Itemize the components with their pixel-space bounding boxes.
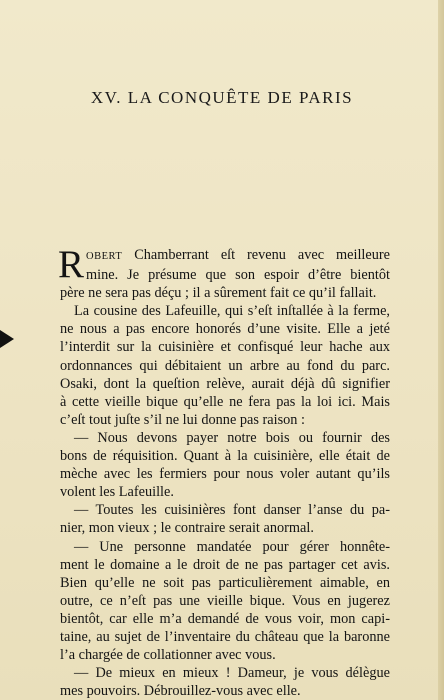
text-line-rest: Chamberrant eſt revenu avec meilleure [122, 247, 390, 263]
text-line: à cette vieille bique qu’elle ne fera pas la loi ici. Mais [60, 393, 390, 410]
text-line: bons de réquisition. Quant à la cuisinière, elle était de [60, 448, 390, 465]
text-line: Osaki, dont la queſtion relève, aurait déjà dû signifier [60, 375, 390, 392]
text-line: nier, mon vieux ; le contraire serait anormal. [60, 520, 314, 537]
drop-cap: R [58, 243, 85, 286]
page-marker-arrow [0, 330, 14, 348]
text-line: mes pouvoirs. Débrouillez-vous avec elle. [60, 683, 301, 700]
text-line: l’a chargée de collationner avec vous. [60, 647, 276, 664]
text-line: l’interdit sur la cuisinière et confisqué leur hache aux [60, 339, 390, 356]
text-line: mèche avec les fermiers pour nous voler autant qu’ils [60, 466, 390, 483]
text-line: père ne sera pas déçu ; il a sûrement fait ce qu’il fallait. [60, 285, 377, 302]
text-line: — Toutes les cuisinières font danser l’anse du pa- [74, 502, 390, 519]
text-line: taine, au sujet de l’inventaire du château que la baronne [60, 628, 390, 645]
text-line: bientôt, car elle m’a demandé de vous voir, mon capi- [60, 610, 390, 627]
small-caps-word: OBERT [86, 251, 123, 262]
text-line [60, 246, 390, 266]
text-line: ment le domaine a le droit de ne pas partager cet avis. [60, 556, 390, 573]
text-line: ne nous a pas encore honorés d’une visite. Elle a jeté [60, 321, 390, 338]
body-text [58, 243, 390, 700]
text-line: Bien qu’elle ne soit pas particulièrement aimable, en [60, 574, 390, 591]
text-line: mine. Je présume que son espoir d’être bientôt [86, 267, 390, 284]
text-line: volent les Lafeuille. [60, 484, 174, 501]
text-line: ordonnances qui débitaient un arbre au fond du parc. [60, 357, 390, 374]
text-line: — Une personne mandatée pour gérer honnête- [74, 538, 390, 555]
text-line: c’eſt tout juſte s’il ne lui donne pas raison : [60, 411, 305, 428]
chapter-title: XV. LA CONQUÊTE DE PARIS [90, 88, 354, 107]
text-line: La cousine des Lafeuille, qui s’eſt inſtallée à la ferme, [74, 303, 390, 320]
text-line: — De mieux en mieux ! Dameur, je vous délègue [74, 665, 390, 682]
text-line: outre, ce n’eſt pas une vieille bique. Vous en jugerez [60, 592, 390, 609]
text-line: — Nous devons payer notre bois ou fournir des [74, 429, 390, 446]
